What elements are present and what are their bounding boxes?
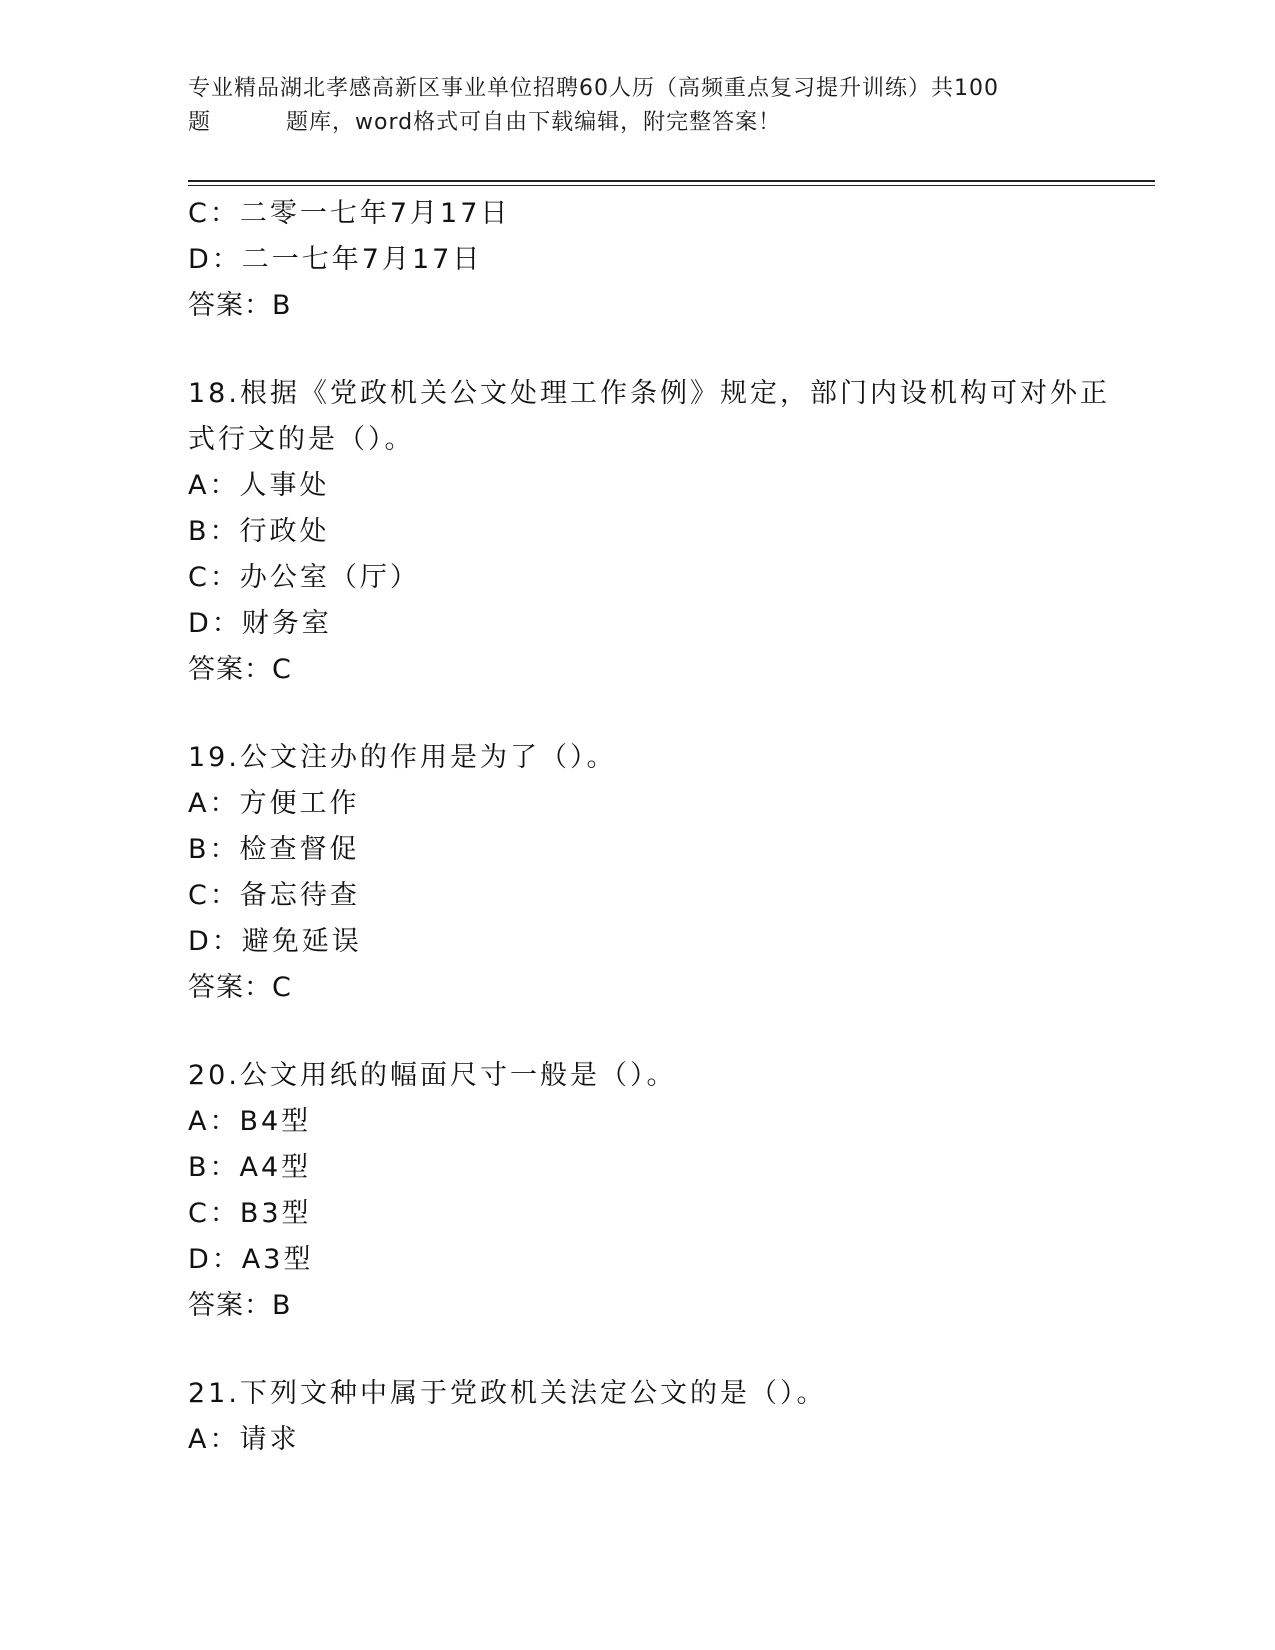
option-b: B：行政处 [188, 516, 330, 547]
answer-line: 答案：B [188, 1290, 292, 1321]
option-d: D：A3型 [188, 1244, 314, 1275]
option-a: A：人事处 [188, 470, 330, 501]
question-stem-continued: 式行文的是（）。 [188, 424, 415, 455]
option-b: B：A4型 [188, 1152, 312, 1183]
question-19 [188, 735, 1148, 1011]
header-title-line2-prefix: 题 [188, 110, 212, 135]
option-a: A：方便工作 [188, 788, 360, 819]
option-c: C：二零一七年7月17日 [188, 198, 511, 229]
header-title-line2 [188, 106, 1058, 140]
question-stem: 21.下列文种中属于党政机关法定公文的是（）。 [188, 1378, 827, 1409]
question-stem: 20.公文用纸的幅面尺寸一般是（）。 [188, 1060, 677, 1091]
header-divider-thick [188, 180, 1155, 182]
option-d: D：避免延误 [188, 926, 362, 957]
question-stem: 18.根据《党政机关公文处理工作条例》规定，部门内设机构可对外正 [188, 378, 1110, 409]
question-stem: 19.公文注办的作用是为了（）。 [188, 742, 617, 773]
option-b: B：检查督促 [188, 834, 360, 865]
answer-line: 答案：C [188, 972, 292, 1003]
option-a: A：B4型 [188, 1106, 312, 1137]
answer-line: 答案：C [188, 654, 292, 685]
question-list [188, 191, 1148, 1463]
question-21 [188, 1371, 1148, 1463]
question-20 [188, 1053, 1148, 1329]
option-a: A：请求 [188, 1424, 300, 1455]
option-d: D：财务室 [188, 608, 332, 639]
header-divider-thin [188, 185, 1155, 186]
option-c: C：B3型 [188, 1198, 312, 1229]
option-c: C：备忘待查 [188, 880, 360, 911]
page-header [188, 72, 1058, 140]
question-18 [188, 371, 1148, 693]
header-title-line1: 专业精品湖北孝感高新区事业单位招聘60人历（高频重点复习提升训练）共100 [188, 76, 999, 101]
option-d: D：二一七年7月17日 [188, 244, 483, 275]
option-c: C：办公室（厅） [188, 562, 420, 593]
header-title-line2-rest: 题库，word格式可自由下载编辑，附完整答案！ [286, 110, 782, 135]
question-17-continued [188, 191, 1148, 329]
answer-line: 答案：B [188, 290, 292, 321]
